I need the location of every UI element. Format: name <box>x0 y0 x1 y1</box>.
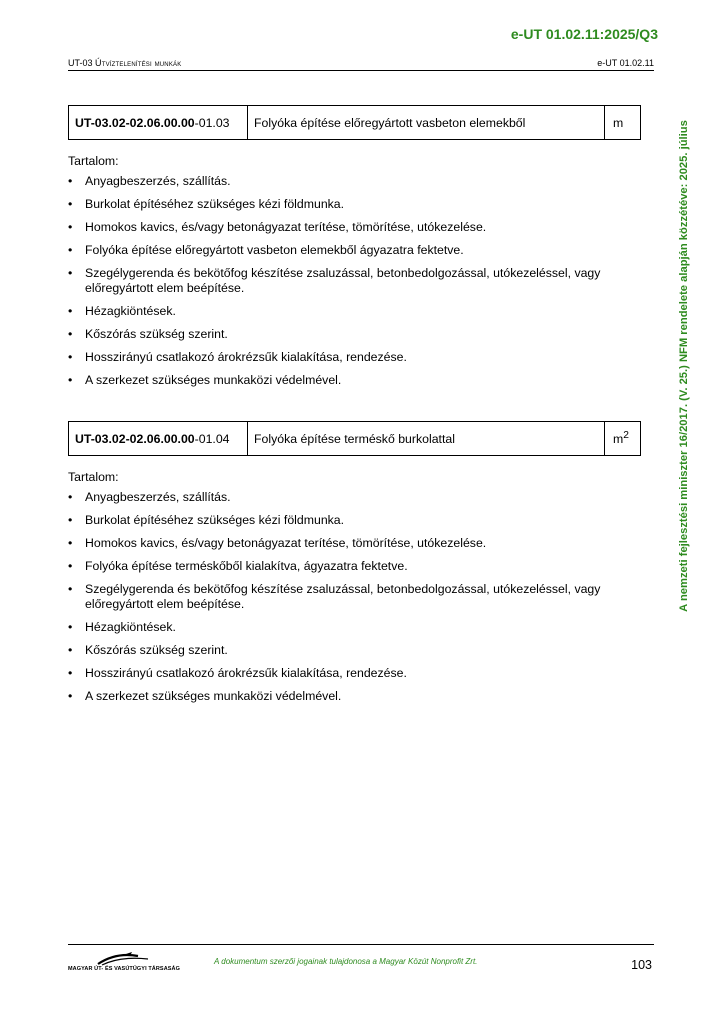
list-item: • Anyagbeszerzés, szállítás. <box>68 490 641 505</box>
item-description: Folyóka építése terméskő burkolattal <box>248 422 605 456</box>
list-item: • Homokos kavics, és/vagy betonágyazat terítése, tömörítése, utókezelése. <box>68 536 641 551</box>
page-number: 103 <box>631 958 652 972</box>
item-code-main: UT-03.02-02.06.00.00 <box>75 115 195 130</box>
item-unit: m <box>613 432 624 447</box>
item-unit-cell <box>605 422 641 456</box>
list-item: • Kőszórás szükség szerint. <box>68 643 641 658</box>
chapter-prefix: UT-03 <box>68 58 93 68</box>
side-note-text: A nemzeti fejlesztési miniszter 16/2017. (V. 25.) NFM rendelete alapján közzétéve: 2025. július <box>678 119 690 612</box>
list-item: • Szegélygerenda és bekötőfog készítése zsaluzással, betonbedolgozással, utókezeléssel, vagy előregyártott elem beépítése. <box>68 582 641 611</box>
running-header <box>68 58 654 71</box>
work-item <box>68 421 641 712</box>
list-item: • Burkolat építéséhez szükséges kézi földmunka. <box>68 513 641 528</box>
copyright-note: A dokumentum szerzői jogainak tulajdonosa a Magyar Közút Nonprofit Zrt. <box>214 957 478 966</box>
document-code: e-UT 01.02.11:2025/Q3 <box>510 26 658 42</box>
list-item: • A szerkezet szükséges munkaközi védelmével. <box>68 689 641 704</box>
content-label: Tartalom: <box>68 154 119 168</box>
item-code-main: UT-03.02-02.06.00.00 <box>75 431 195 446</box>
publication-side-note <box>672 98 696 633</box>
list-item: • Homokos kavics, és/vagy betonágyazat terítése, tömörítése, utókezelése. <box>68 220 641 235</box>
item-code-cell <box>69 106 248 140</box>
list-item: • Anyagbeszerzés, szállítás. <box>68 174 641 189</box>
item-description: Folyóka építése előregyártott vasbeton elemekből <box>248 106 605 140</box>
item-header-table <box>68 105 641 140</box>
list-item: • Folyóka építése előregyártott vasbeton elemekből ágyazatra fektetve. <box>68 243 641 258</box>
list-item: • Hosszirányú csatlakozó árokrézsűk kialakítása, rendezése. <box>68 350 641 365</box>
chapter-title <box>68 58 181 68</box>
list-item: • Burkolat építéséhez szükséges kézi földmunka. <box>68 197 641 212</box>
logo-swoosh-icon <box>68 950 168 966</box>
list-item: • Szegélygerenda és bekötőfog készítése zsaluzással, betonbedolgozással, utókezeléssel, vagy előregyártott elem beépítése. <box>68 266 641 295</box>
content-list <box>68 490 641 703</box>
content-label: Tartalom: <box>68 470 119 484</box>
logo-text: MAGYAR ÚT- ÉS VASÚTÜGYI TÁRSASÁG <box>68 966 180 972</box>
running-header-code: e-UT 01.02.11 <box>597 58 654 68</box>
list-item: • Hézagkiöntések. <box>68 620 641 635</box>
item-unit-cell <box>605 106 641 140</box>
chapter-name: Útvíztelenítési munkák <box>95 58 182 68</box>
item-code-cell <box>69 422 248 456</box>
list-item: • Hosszirányú csatlakozó árokrézsűk kialakítása, rendezése. <box>68 666 641 681</box>
work-item <box>68 105 641 396</box>
item-code-suffix: -01.04 <box>194 431 230 446</box>
item-unit-exponent: 2 <box>623 430 629 442</box>
item-unit: m <box>613 116 624 131</box>
list-item: • A szerkezet szükséges munkaközi védelmével. <box>68 373 641 388</box>
list-item: • Folyóka építése terméskőből kialakítva, ágyazatra fektetve. <box>68 559 641 574</box>
society-logo <box>68 950 180 974</box>
list-item: • Hézagkiöntések. <box>68 304 641 319</box>
list-item: • Kőszórás szükség szerint. <box>68 327 641 342</box>
content-list <box>68 174 641 387</box>
footer-divider <box>68 944 654 945</box>
item-header-table <box>68 421 641 456</box>
item-code-suffix: -01.03 <box>194 115 230 130</box>
